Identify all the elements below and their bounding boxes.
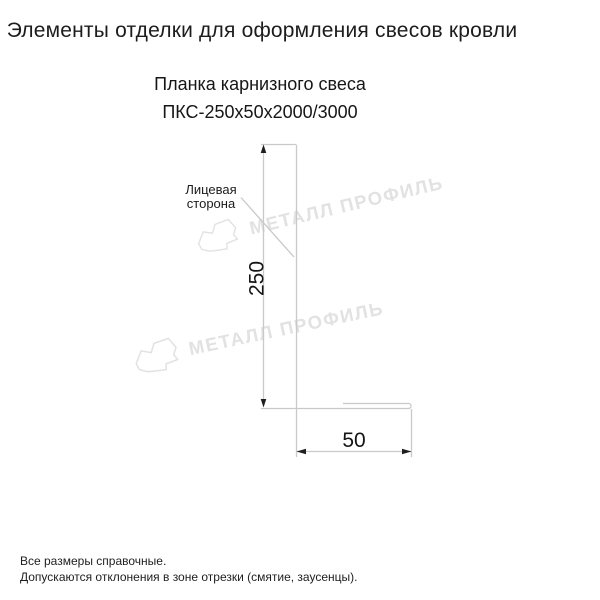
arrow-right-icon — [402, 449, 412, 455]
arrow-up-icon — [261, 145, 267, 154]
product-subtitle: Планка карнизного свеса — [154, 74, 366, 94]
page-title: Элементы отделки для оформления свесов кровли — [6, 19, 518, 42]
profile-flange-line — [261, 404, 411, 409]
footer-note-1: Все размеры справочные. — [20, 554, 167, 568]
dimension-250-label: 250 — [245, 260, 269, 297]
face-side-label-line1: Лицевая — [185, 182, 237, 197]
face-side-label-line2: сторона — [186, 196, 236, 211]
leader-line — [241, 198, 294, 258]
brand-watermark-text: МЕТАЛЛ ПРОФИЛЬ — [247, 171, 446, 239]
arrow-left-icon — [297, 449, 307, 455]
dimension-50-label: 50 — [342, 429, 366, 452]
footer-note-2: Допускаются отклонения в зоне отрезки (смятие, заусенцы). — [20, 570, 358, 584]
face-side-label — [178, 183, 244, 211]
brand-watermark-text: МЕТАЛЛ ПРОФИЛЬ — [186, 297, 386, 360]
product-model: ПКС-250х50х2000/3000 — [162, 102, 358, 122]
arrow-down-icon — [261, 399, 267, 408]
